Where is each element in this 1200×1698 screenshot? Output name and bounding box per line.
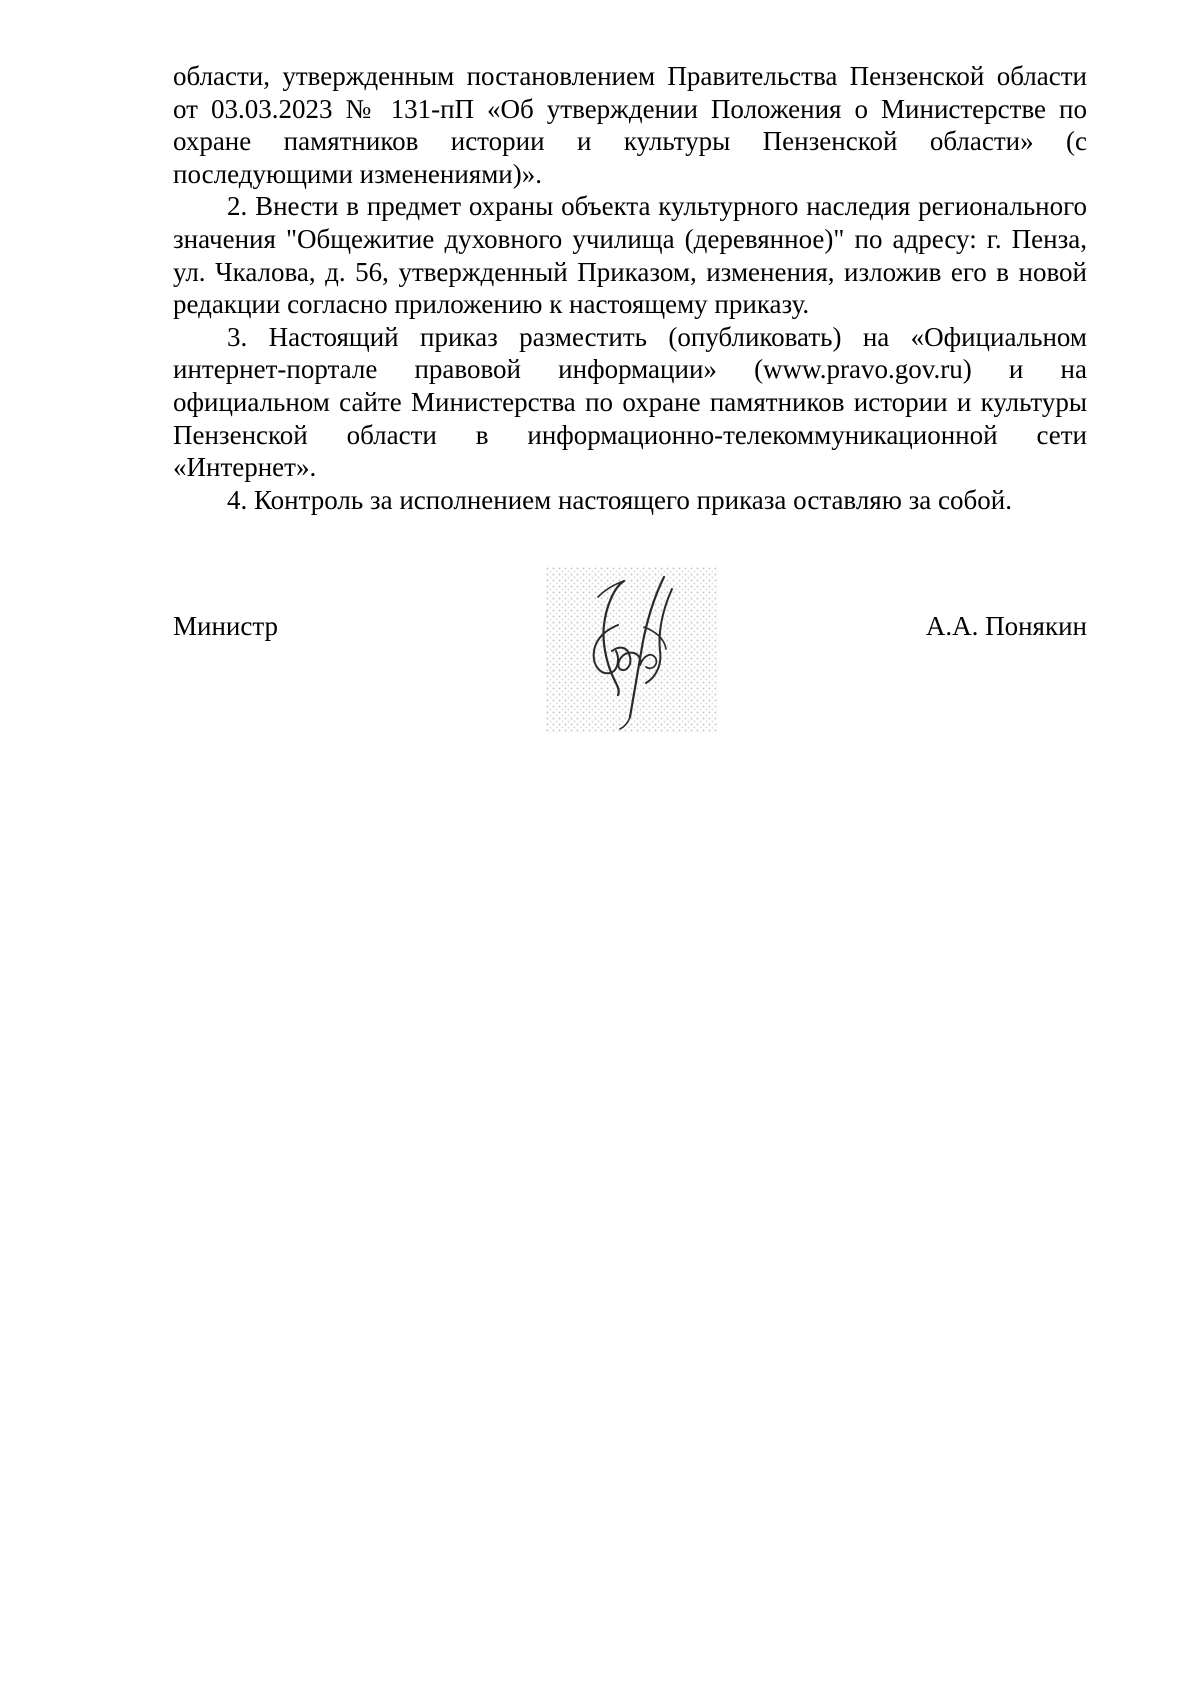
- paragraph-4: 4. Контроль за исполнением настоящего приказа оставляю за собой.: [227, 484, 1012, 515]
- paragraph-2: 2. Внести в предмет охраны объекта культурного наследия регионального значения "Общежитие духовного училища (деревянное)" по адресу: г. Пенза, ул. Чкалова, д. 56, утвержденный Приказом, изменения, изложив его в новой редакции согласно приложению к настоящему приказу.: [173, 191, 1087, 320]
- document-body: [173, 60, 1087, 516]
- paragraph-3: 3. Настоящий приказ разместить (опубликовать) на «Официальном интернет-портале правовой информации» (www.pravo.gov.ru) и на официальном сайте Министерства по охране памятников истории и культуры Пензенской области в информационно-телекоммуникационной сети «Интернет».: [173, 321, 1087, 483]
- paragraph-1-continuation: области, утвержденным постановлением Правительства Пензенской области от 03.03.2023 № 131-пП «Об утверждении Положения о Министерстве по охране памятников истории и культуры Пензенской области» (с последующими изменениями)».: [173, 61, 1087, 189]
- handwritten-signature-icon: [546, 567, 718, 733]
- signature-block: [173, 567, 1087, 757]
- signatory-title: Министр: [173, 611, 278, 641]
- signatory-name: А.А. Понякин: [925, 611, 1087, 641]
